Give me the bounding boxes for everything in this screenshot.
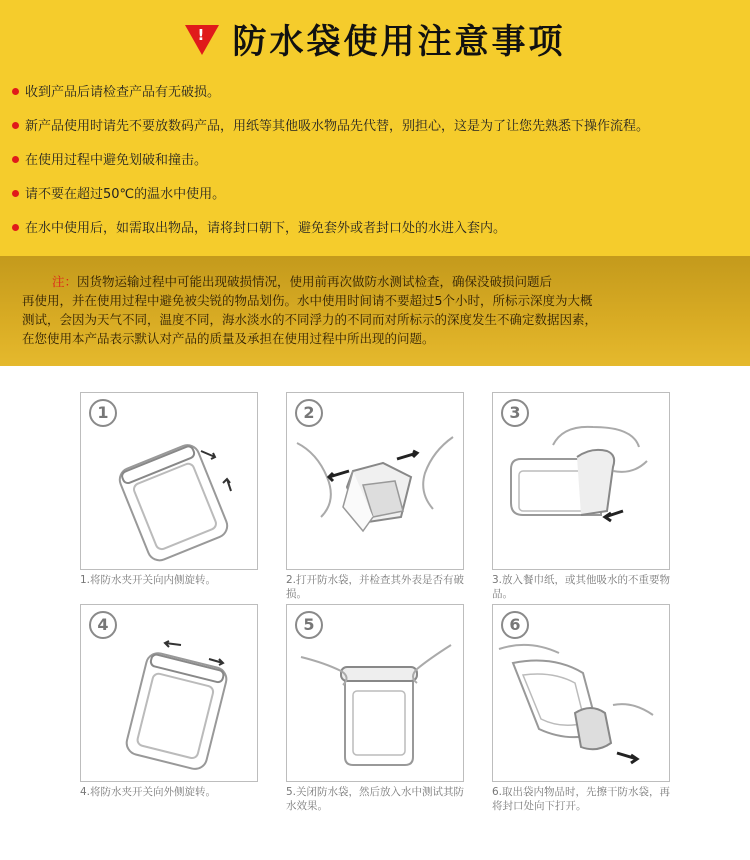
- bullet-icon: [12, 156, 19, 163]
- step-caption: 3.放入餐巾纸，或其他吸水的不重要物品。: [492, 574, 671, 600]
- step-caption: 4.将防水夹开关向外侧旋转。: [80, 786, 217, 798]
- caution-line: 测试，会因为天气不同，温度不同，海水淡水的不同浮力的不同而对所标示的深度发生不确定数据因素，: [22, 312, 598, 327]
- step-number: 1: [89, 399, 117, 427]
- bullet-icon: [12, 190, 19, 197]
- caution-prefix: 注：: [52, 274, 78, 289]
- step-1-illustration: [80, 392, 258, 570]
- title-bar: [0, 12, 750, 64]
- hands-closing-bag-icon: [287, 605, 463, 781]
- note-item: [12, 81, 220, 100]
- step-3-illustration: [492, 392, 670, 570]
- step-caption: 5.关闭防水袋，然后放入水中测试其防水效果。: [286, 786, 465, 812]
- note-text: 收到产品后请检查产品有无破损。: [25, 85, 221, 100]
- step-number: 2: [295, 399, 323, 427]
- insert-tissue-icon: [493, 393, 669, 569]
- note-item: [12, 149, 207, 168]
- step-caption: 2.打开防水袋，并检查其外表是否有破损。: [286, 574, 465, 600]
- bag-closed-icon: [81, 393, 257, 569]
- page-title: 防水袋使用注意事项: [232, 21, 566, 62]
- note-text: 在水中使用后，如需取出物品，请将封口朝下，避免套外或者封口处的水进入套内。: [25, 221, 507, 236]
- bullet-icon: [12, 88, 19, 95]
- hands-opening-bag-icon: [287, 393, 463, 569]
- bullet-icon: [12, 122, 19, 129]
- notice-panel: [0, 0, 750, 256]
- note-text: 请不要在超过50℃的温水中使用。: [25, 187, 226, 202]
- bag-clip-outward-icon: [81, 605, 257, 781]
- caution-line: 在您使用本产品表示默认对产品的质量及承担在使用过程中所出现的问题。: [22, 331, 435, 346]
- remove-items-icon: [493, 605, 669, 781]
- step-5-illustration: [286, 604, 464, 782]
- step-caption: 1.将防水夹开关向内侧旋转。: [80, 574, 217, 586]
- caution-line: 再使用，并在使用过程中避免被尖锐的物品划伤。水中使用时间请不要超过5个小时，所标示深度为大概: [22, 293, 593, 308]
- step-2-illustration: [286, 392, 464, 570]
- step-number: 3: [501, 399, 529, 427]
- caution-line: 因货物运输过程中可能出现破损情况，使用前再次做防水测试检查，确保没破损问题后: [77, 274, 553, 289]
- note-item: [12, 115, 649, 134]
- step-6-illustration: [492, 604, 670, 782]
- step-number: 6: [501, 611, 529, 639]
- caution-text: [22, 272, 732, 348]
- note-text: 新产品使用时请先不要放数码产品，用纸等其他吸水物品先代替，别担心，这是为了让您先熟悉下操作流程。: [25, 119, 650, 134]
- step-number: 4: [89, 611, 117, 639]
- step-caption: 6.取出袋内物品时，先擦干防水袋，再将封口处向下打开。: [492, 786, 671, 812]
- step-number: 5: [295, 611, 323, 639]
- note-item: [12, 183, 225, 202]
- warning-icon: !: [185, 25, 219, 55]
- step-4-illustration: [80, 604, 258, 782]
- bullet-icon: [12, 224, 19, 231]
- note-item: [12, 217, 506, 236]
- caution-panel: [0, 256, 750, 366]
- note-text: 在使用过程中避免划破和撞击。: [25, 153, 208, 168]
